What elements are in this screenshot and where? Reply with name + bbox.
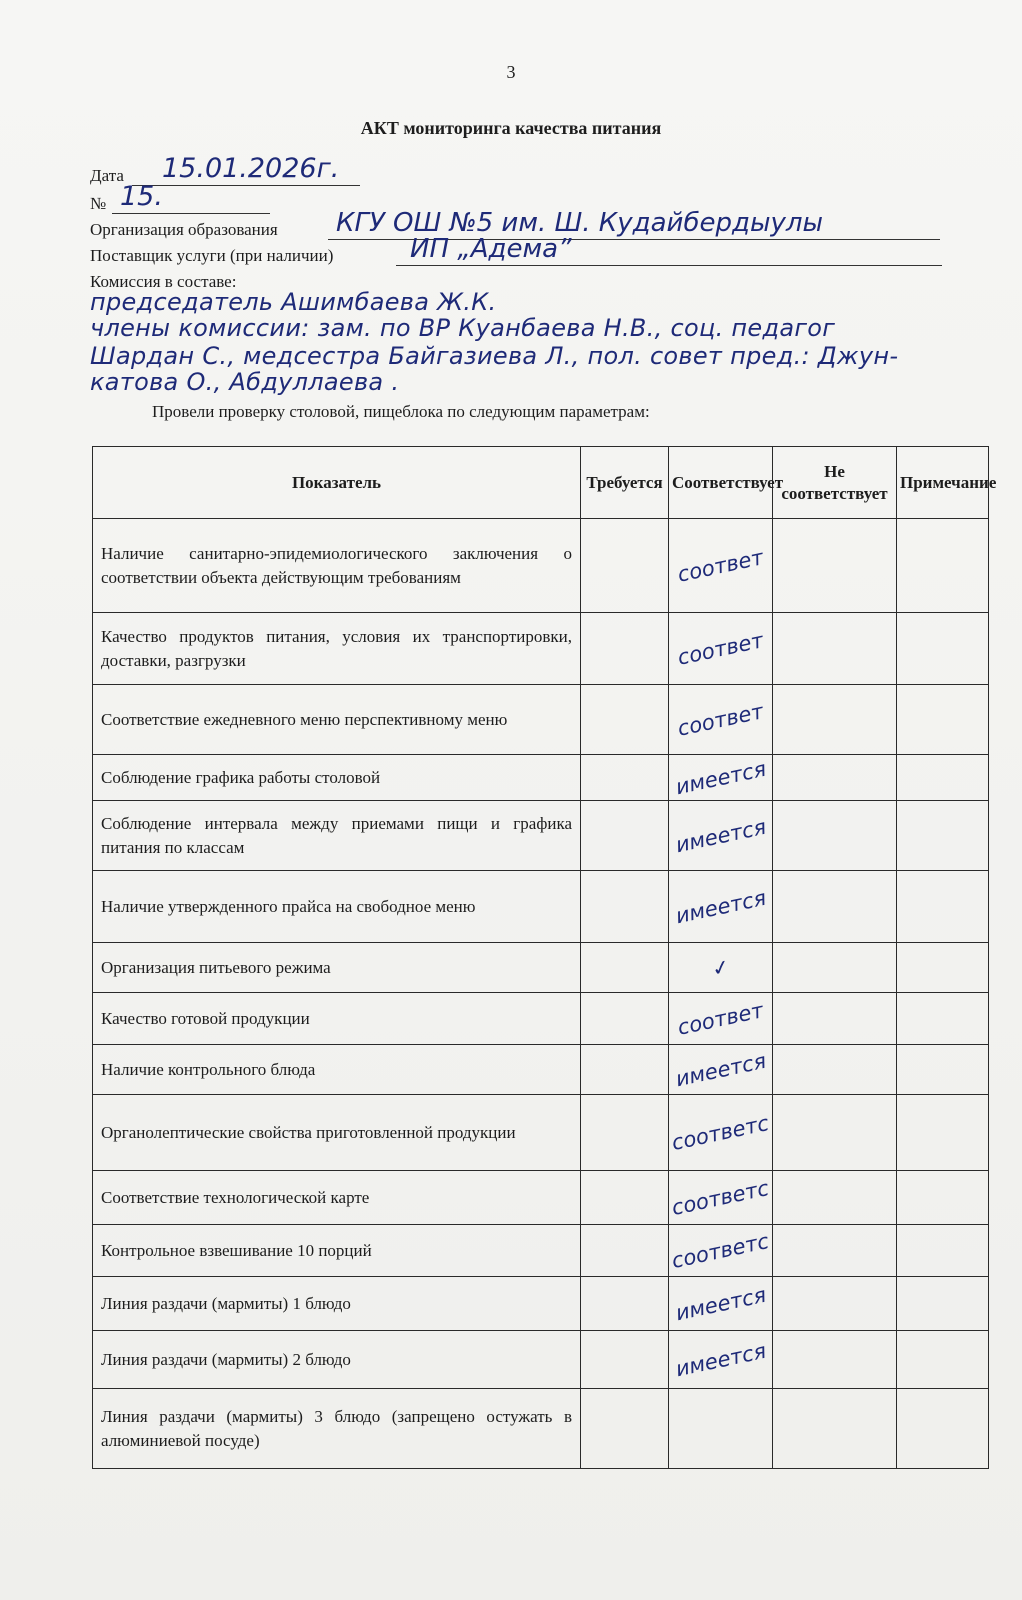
complies-mark: соответ [675, 544, 766, 587]
number-label: № [90, 194, 107, 213]
not-complies-cell [773, 871, 897, 943]
note-cell [897, 1331, 989, 1389]
indicator-cell: Соответствие ежедневного меню перспективному меню [93, 685, 581, 755]
date-underline [132, 185, 360, 186]
not-complies-cell [773, 1095, 897, 1171]
commission-label: Комиссия в составе: [90, 272, 237, 291]
not-complies-cell [773, 943, 897, 993]
required-cell [581, 1389, 669, 1469]
complies-cell [669, 943, 773, 993]
required-cell [581, 1095, 669, 1171]
supplier-underline [396, 265, 942, 266]
complies-mark: соответс [669, 1228, 772, 1273]
table-row [93, 1095, 989, 1171]
header-required: Требуется [581, 447, 669, 519]
complies-cell [669, 685, 773, 755]
not-complies-cell [773, 1277, 897, 1331]
note-cell [897, 993, 989, 1045]
note-cell [897, 519, 989, 613]
complies-cell [669, 613, 773, 685]
note-cell [897, 871, 989, 943]
required-cell [581, 1225, 669, 1277]
parameters-table [92, 446, 997, 1469]
complies-cell [669, 1331, 773, 1389]
indicator-cell: Соблюдение интервала между приемами пищи и графика питания по классам [93, 801, 581, 871]
table-row [93, 801, 989, 871]
table-row [93, 519, 989, 613]
commission-text-3: Шардан С., медсестра Байгазиева Л., пол. совет пред.: Джун- [90, 342, 899, 370]
indicator-cell: Наличие утвержденного прайса на свободное меню [93, 871, 581, 943]
indicator-cell: Организация питьевого режима [93, 943, 581, 993]
commission-line-4 [90, 368, 970, 402]
supplier-value: ИП „Адема” [410, 234, 572, 264]
not-complies-cell [773, 613, 897, 685]
date-label: Дата [90, 166, 124, 185]
commission-text-1: председатель Ашимбаева Ж.К. [90, 288, 497, 316]
indicator-cell: Контрольное взвешивание 10 порций [93, 1225, 581, 1277]
table-row [93, 993, 989, 1045]
header-not-complies: Не соответствует [773, 447, 897, 519]
table-row [93, 1389, 989, 1469]
organization-value: КГУ ОШ №5 им. Ш. Кудайбердыулы [336, 208, 824, 238]
page-number: 3 [506, 62, 516, 82]
complies-mark: соответ [675, 698, 766, 741]
required-cell [581, 943, 669, 993]
complies-mark: имеется [673, 756, 768, 799]
required-cell [581, 519, 669, 613]
complies-mark: ✓ [709, 953, 732, 982]
indicator-cell: Наличие контрольного блюда [93, 1045, 581, 1095]
table-row [93, 1171, 989, 1225]
note-cell [897, 801, 989, 871]
note-cell [897, 613, 989, 685]
table-row [93, 755, 989, 801]
complies-mark: имеется [673, 885, 768, 928]
number-value: 15. [120, 181, 163, 212]
complies-cell [669, 801, 773, 871]
not-complies-cell [773, 519, 897, 613]
indicator-cell: Качество готовой продукции [93, 993, 581, 1045]
complies-cell [669, 519, 773, 613]
complies-cell [669, 871, 773, 943]
complies-cell [669, 1225, 773, 1277]
required-cell [581, 1045, 669, 1095]
required-cell [581, 801, 669, 871]
note-cell [897, 755, 989, 801]
note-cell [897, 1045, 989, 1095]
complies-mark: имеется [673, 814, 768, 857]
required-cell [581, 613, 669, 685]
not-complies-cell [773, 1225, 897, 1277]
commission-text-2: члены комиссии: зам. по ВР Куанбаева Н.В., соц. педагог [90, 314, 836, 342]
indicator-cell: Линия раздачи (мармиты) 2 блюдо [93, 1331, 581, 1389]
complies-cell [669, 1277, 773, 1331]
table-row [93, 613, 989, 685]
date-field [90, 153, 970, 186]
not-complies-cell [773, 1331, 897, 1389]
required-cell [581, 1331, 669, 1389]
header-complies: Соответствует [669, 447, 773, 519]
note-cell [897, 943, 989, 993]
table-row [93, 1225, 989, 1277]
table-row [93, 1277, 989, 1331]
not-complies-cell [773, 1171, 897, 1225]
required-cell [581, 685, 669, 755]
indicator-cell: Соответствие технологической карте [93, 1171, 581, 1225]
table-row [93, 685, 989, 755]
indicator-cell: Линия раздачи (мармиты) 1 блюдо [93, 1277, 581, 1331]
required-cell [581, 755, 669, 801]
table-row [93, 1331, 989, 1389]
note-cell [897, 1389, 989, 1469]
not-complies-cell [773, 1045, 897, 1095]
supplier-field [90, 234, 970, 266]
note-cell [897, 1171, 989, 1225]
note-cell [897, 1095, 989, 1171]
indicator-cell: Линия раздачи (мармиты) 3 блюдо (запрещено остужать в алюминиевой посуде) [93, 1389, 581, 1469]
complies-mark: соответс [669, 1175, 772, 1220]
organization-label: Организация образования [90, 220, 278, 239]
intro-text: Провели проверку столовой, пищеблока по следующим параметрам: [152, 402, 650, 421]
indicator-cell: Соблюдение графика работы столовой [93, 755, 581, 801]
not-complies-cell [773, 1389, 897, 1469]
document-title: АКТ мониторинга качества питания [360, 118, 662, 138]
header-note: Примечание [897, 447, 989, 519]
indicator-cell: Органолептические свойства приготовленной продукции [93, 1095, 581, 1171]
complies-mark: соответ [675, 627, 766, 670]
note-cell [897, 1277, 989, 1331]
commission-text-4: катова О., Абдуллаева . [90, 368, 400, 396]
complies-cell [669, 1095, 773, 1171]
not-complies-cell [773, 993, 897, 1045]
note-cell [897, 685, 989, 755]
header-indicator: Показатель [93, 447, 581, 519]
table-header-row [93, 447, 989, 519]
complies-mark: соответ [675, 997, 766, 1040]
required-cell [581, 1171, 669, 1225]
not-complies-cell [773, 685, 897, 755]
indicator-cell: Качество продуктов питания, условия их транспортировки, доставки, разгрузки [93, 613, 581, 685]
complies-cell [669, 1389, 773, 1469]
indicator-cell: Наличие санитарно-эпидемиологического заключения о соответствии объекта действующим требованиям [93, 519, 581, 613]
supplier-label: Поставщик услуги (при наличии) [90, 246, 334, 265]
required-cell [581, 1277, 669, 1331]
table-row [93, 1045, 989, 1095]
complies-cell [669, 1045, 773, 1095]
table-row [93, 943, 989, 993]
complies-cell [669, 755, 773, 801]
complies-mark: имеется [673, 1048, 768, 1091]
required-cell [581, 871, 669, 943]
not-complies-cell [773, 755, 897, 801]
not-complies-cell [773, 801, 897, 871]
complies-mark: имеется [673, 1282, 768, 1325]
note-cell [897, 1225, 989, 1277]
complies-mark: имеется [673, 1338, 768, 1381]
table-row [93, 871, 989, 943]
required-cell [581, 993, 669, 1045]
complies-cell [669, 993, 773, 1045]
complies-mark: соответс [669, 1110, 772, 1155]
date-value: 15.01.2026г. [162, 153, 340, 184]
complies-cell [669, 1171, 773, 1225]
